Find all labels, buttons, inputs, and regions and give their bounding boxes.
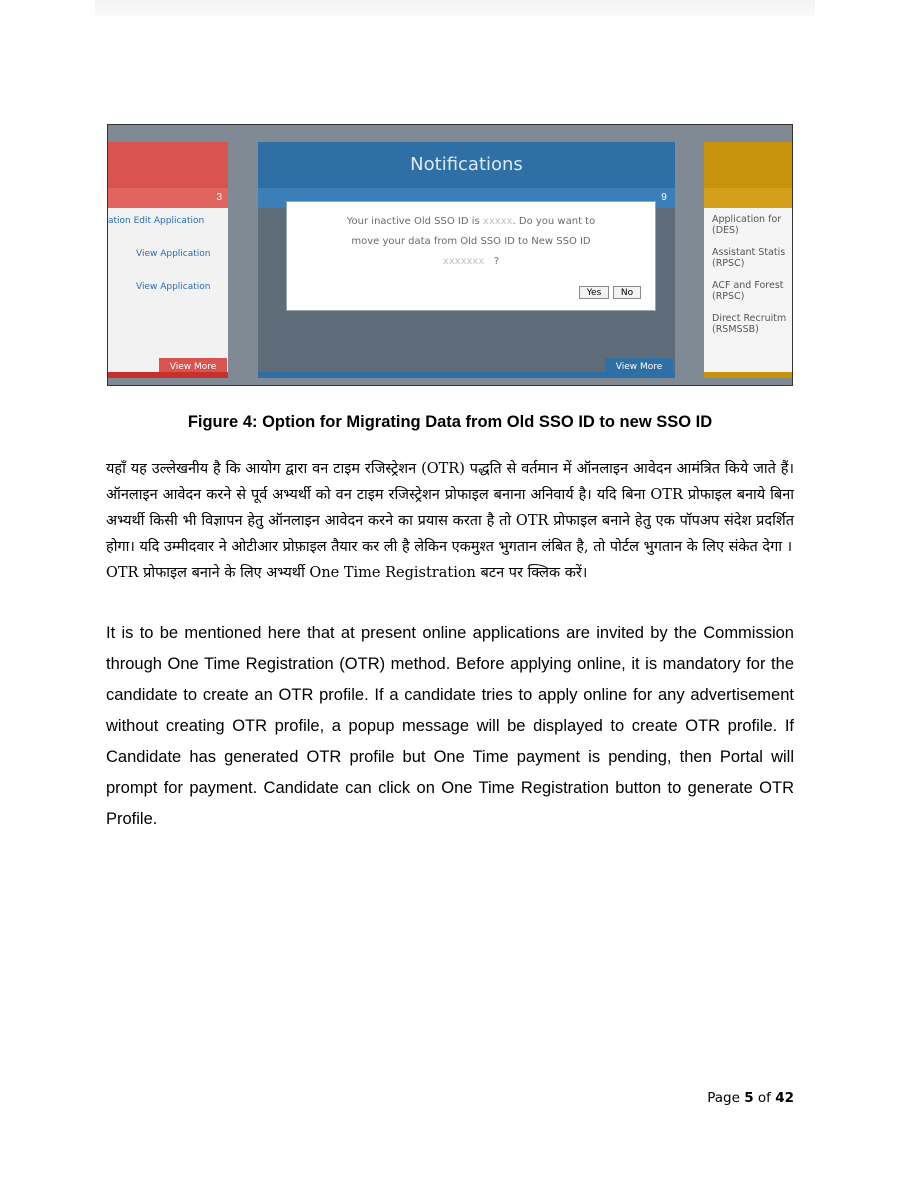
- list-item-board: (RSMSSB): [712, 324, 759, 335]
- hindi-paragraph-last-line: OTR प्रोफाइल बनाने के लिए अभ्यर्थी One Time Registration बटन पर क्लिक करें।: [106, 565, 588, 581]
- list-item[interactable]: [712, 214, 781, 236]
- dialog-message: [287, 212, 655, 272]
- list-item-board: (RPSC): [712, 291, 745, 302]
- dialog-question-mark: ?: [493, 256, 500, 267]
- right-panel: [704, 142, 793, 378]
- old-sso-id-mask: xxxxx: [482, 216, 513, 227]
- notifications-footer-bar: [258, 372, 675, 378]
- dialog-line2: move your data from Old SSO ID to New SSO ID: [351, 236, 591, 247]
- of-label: of: [757, 1090, 771, 1106]
- new-sso-id-mask: xxxxxxx: [442, 256, 485, 267]
- figure-screenshot: [107, 124, 793, 386]
- view-application-link[interactable]: View Application: [136, 249, 211, 259]
- list-item-board: (DES): [712, 225, 739, 236]
- dialog-line1-suffix: . Do you want to: [512, 216, 596, 227]
- no-button[interactable]: No: [613, 286, 641, 299]
- notifications-badge: 9: [653, 189, 675, 207]
- hindi-paragraph: [106, 456, 794, 586]
- view-more-button[interactable]: View More: [159, 358, 227, 376]
- left-panel-header: [108, 142, 228, 188]
- figure-caption: Figure 4: Option for Migrating Data from Old SSO ID to new SSO ID: [187, 413, 713, 431]
- list-item-board: (RPSC): [712, 258, 745, 269]
- left-panel-footer-bar: [108, 372, 228, 378]
- list-item-title: ACF and Forest: [712, 280, 784, 291]
- dialog-line1-prefix: Your inactive Old SSO ID is: [346, 216, 483, 227]
- english-paragraph: It is to be mentioned here that at present online applications are invited by the Commission through One Time Registration (OTR) method. Before applying online, it is mandatory for the candidate to create an OTR profile. If a candidate tries to apply online for any advertisement without creating OTR profile, a popup message will be displayed to create OTR profile. If Candidate has generated OTR profile but One Time payment is pending, then Portal will prompt for payment. Candidate can click on One Time Registration button to generate OTR Profile.: [106, 624, 794, 828]
- right-panel-header: [704, 142, 793, 188]
- list-item-title: Assistant Statis: [712, 247, 786, 258]
- list-item-title: Direct Recruitm: [712, 313, 787, 324]
- list-item[interactable]: [712, 247, 785, 269]
- view-more-button[interactable]: View More: [605, 358, 673, 376]
- left-panel: [108, 142, 228, 378]
- list-item[interactable]: [712, 313, 786, 335]
- view-application-link[interactable]: View Application: [136, 282, 211, 292]
- page-footer: [707, 1090, 794, 1106]
- page-number: 5: [744, 1090, 754, 1106]
- page-top-strip: [95, 0, 815, 16]
- edit-application-link[interactable]: ation Edit Application: [108, 216, 205, 226]
- left-panel-badge: 3: [108, 188, 228, 208]
- right-panel-footer-bar: [704, 372, 793, 378]
- page-label: Page: [707, 1090, 740, 1106]
- total-pages: 42: [775, 1090, 794, 1106]
- notifications-title: Notifications: [258, 142, 675, 188]
- list-item[interactable]: [712, 280, 784, 302]
- hindi-paragraph-body: यहाँ यह उल्लेखनीय है कि आयोग द्वारा वन टाइम रजिस्ट्रेशन (OTR) पद्धति से वर्तमान में ऑनलाइन आवेदन आमंत्रित किये जाते हैं। ऑनलाइन आवेदन करने से पूर्व अभ्यर्थी को वन टाइम रजिस्ट्रेशन प्रोफाइल बनाना अनिवार्य है। यदि बिना OTR प्रोफाइल बनाये बिना अभ्यर्थी किसी भी विज्ञापन हेतु ऑनलाइन आवेदन करने का प्रयास करता है तो OTR प्रोफाइल बनाने हेतु एक पॉपअप संदेश प्रदर्शित होगा। यदि उम्मीदवार ने ओटीआर प्रोफ़ाइल तैयार कर ली है लेकिन एकमुश्त भुगतान लंबित है, तो पोर्टल भुगतान के लिए संकेत देगा ।: [106, 461, 794, 555]
- yes-button[interactable]: Yes: [579, 286, 609, 299]
- right-panel-subheader: [704, 188, 793, 208]
- list-item-title: Application for: [712, 214, 782, 225]
- migrate-sso-dialog: [286, 201, 656, 311]
